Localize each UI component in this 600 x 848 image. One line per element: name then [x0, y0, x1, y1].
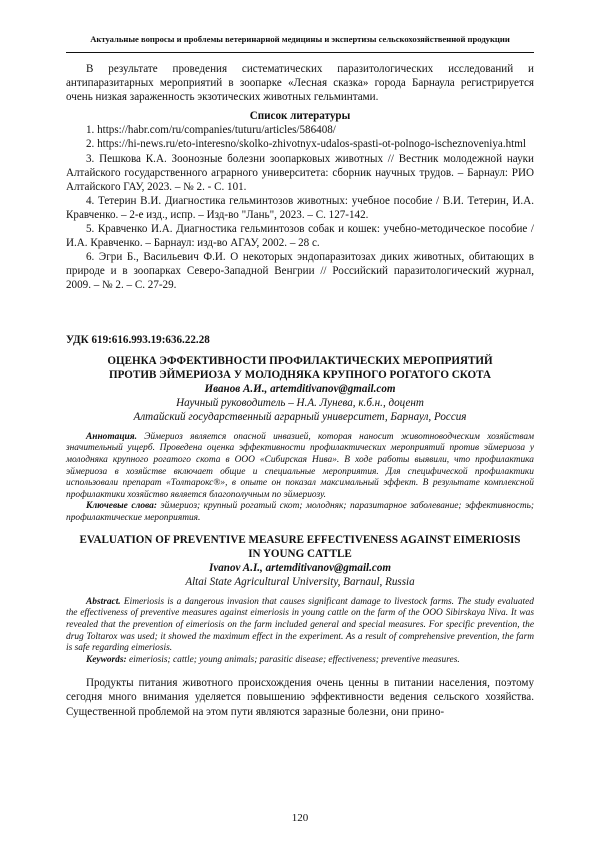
- reference-item: 2. https://hi-news.ru/eto-interesno/skolko-zhivotnyx-udalos-spasti-ot-polnogo-ischeznoveniya.html: [86, 138, 526, 151]
- page-body: [66, 62, 534, 719]
- references-list: [66, 123, 534, 292]
- english-author: Ivanov A.I., artemditivanov@gmail.com: [209, 561, 391, 574]
- english-title-line: EVALUATION OF PREVENTIVE MEASURE EFFECTIVENESS AGAINST EIMERIOSIS: [79, 533, 521, 546]
- scientific-supervisor: Научный руководитель – Н.А. Лунева, к.б.н., доцент: [176, 396, 424, 409]
- keywords-label: Ключевые слова:: [86, 501, 157, 512]
- reference-item: 6. Эгри Б., Васильевич Ф.И. О некоторых эндопаразитозах диких животных, обитающих в природе и в зоопарках Северо-Западной Венгрии // Российский паразитологический журнал, 2009. – № 2. – С. 27-29.: [66, 251, 534, 292]
- english-title: [66, 533, 534, 561]
- english-title-line: IN YOUNG CATTLE: [248, 547, 352, 560]
- header-divider: [66, 52, 534, 53]
- intro-paragraph: В результате проведения систематических паразитологических исследований и антипаразитарных мероприятий в зоопарке «Лесная сказка» города Барнаула регистрируется очень низкая зараженность экзотических животных гельминтами.: [66, 63, 534, 104]
- main-text-paragraph: Продукты питания животного происхождения очень ценны в питании населения, поэтому сегодня много внимания уделяется повышению эффективности ведения сельского хозяйства. Существенной проблемой на этом пути являются заразные болезни, они прино-: [66, 677, 534, 718]
- english-keywords-label: Keywords:: [86, 654, 127, 665]
- article-title-line: ОЦЕНКА ЭФФЕКТИВНОСТИ ПРОФИЛАКТИЧЕСКИХ МЕРОПРИЯТИЙ: [107, 354, 493, 367]
- reference-item: 5. Кравченко И.А. Диагностика гельминтозов собак и кошек: учебно-методическое пособие / И.А. Кравченко. – Барнаул: изд-во АГАУ, 2002. – 28 с.: [66, 223, 534, 250]
- keywords-text: эймериоз; крупный рогатый скот; молодняк; паразитарное заболевание; эффективность; профилактические мероприятия.: [66, 501, 535, 524]
- author-affiliation: Алтайский государственный аграрный университет, Барнаул, Россия: [133, 410, 467, 423]
- abstract-text: Eimeriosis is a dangerous invasion that causes significant damage to livestock farms. The study evaluated the effectiveness of preventive measures against eimeriosis in young cattle on the farm of the OOO Sibirskaya Niva. It was revealed that the prevention of eimeriosis on the farm included general and special measures. For specific prevention, the drug Toltarox was used; it showed the maximum effect in the experiment. As a result of comprehensive prevention, the farm is safe regarding eimeriosis.: [66, 596, 534, 654]
- abstract-label: Abstract.: [86, 596, 121, 607]
- english-keywords-paragraph: [66, 655, 534, 667]
- udk-code: УДК 619:616.993.19:636.22.28: [66, 333, 210, 346]
- reference-item: 1. https://habr.com/ru/companies/tuturu/articles/586408/: [86, 124, 336, 137]
- article-title-line: ПРОТИВ ЭЙМЕРИОЗА У МОЛОДНЯКА КРУПНОГО РОГАТОГО СКОТА: [108, 368, 492, 381]
- english-affiliation: Altai State Agricultural University, Barnaul, Russia: [185, 575, 415, 588]
- article-title: [66, 354, 534, 382]
- reference-item: 3. Пешкова К.А. Зоонозные болезни зоопарковых животных // Вестник молодежной науки Алтайского государственного аграрного университета: сборник научных трудов. – Барнаул: РИО Алтайского ГАУ, 2023. – № 2. - С. 101.: [66, 152, 534, 193]
- annotation-text: Эймериоз является опасной инвазией, которая наносит животноводческим хозяйствам значительный ущерб. Проведена оценка эффективности профилактических мероприятий против эймериоза у молодняка крупного рогатого скота в ООО «Сибирская Нива». В ходе работы выявили, что профилактика эймериоза в хозяйстве включает общие и специальные мероприятия. Для специфической профилактики использовали препарат «Толтарокс®», в опыте он показал максимальный эффект. В результате комплексной профилактики хозяйство является благополучным по эймериозу.: [66, 431, 534, 500]
- article-author: Иванов А.И., artemditivanov@gmail.com: [204, 382, 396, 395]
- annotation-paragraph: [66, 432, 534, 502]
- english-keywords-text: eimeriosis; cattle; young animals; parasitic disease; effectiveness; preventive measures.: [126, 654, 460, 665]
- keywords-paragraph: [66, 501, 534, 524]
- annotation-label: Аннотация.: [86, 431, 137, 442]
- page-number: 120: [291, 812, 309, 824]
- running-header: Актуальные вопросы и проблемы ветеринарной медицины и экспертизы сельскохозяйственной продукции: [90, 34, 510, 44]
- references-title: Список литературы: [249, 110, 351, 123]
- abstract-paragraph: [66, 597, 534, 655]
- reference-item: 4. Тетерин В.И. Диагностика гельминтозов животных: учебное пособие / В.И. Тетерин, И.А. Кравченко. – 2-е изд., испр. – Изд-во "Лань", 2023. – С. 127-142.: [66, 194, 534, 221]
